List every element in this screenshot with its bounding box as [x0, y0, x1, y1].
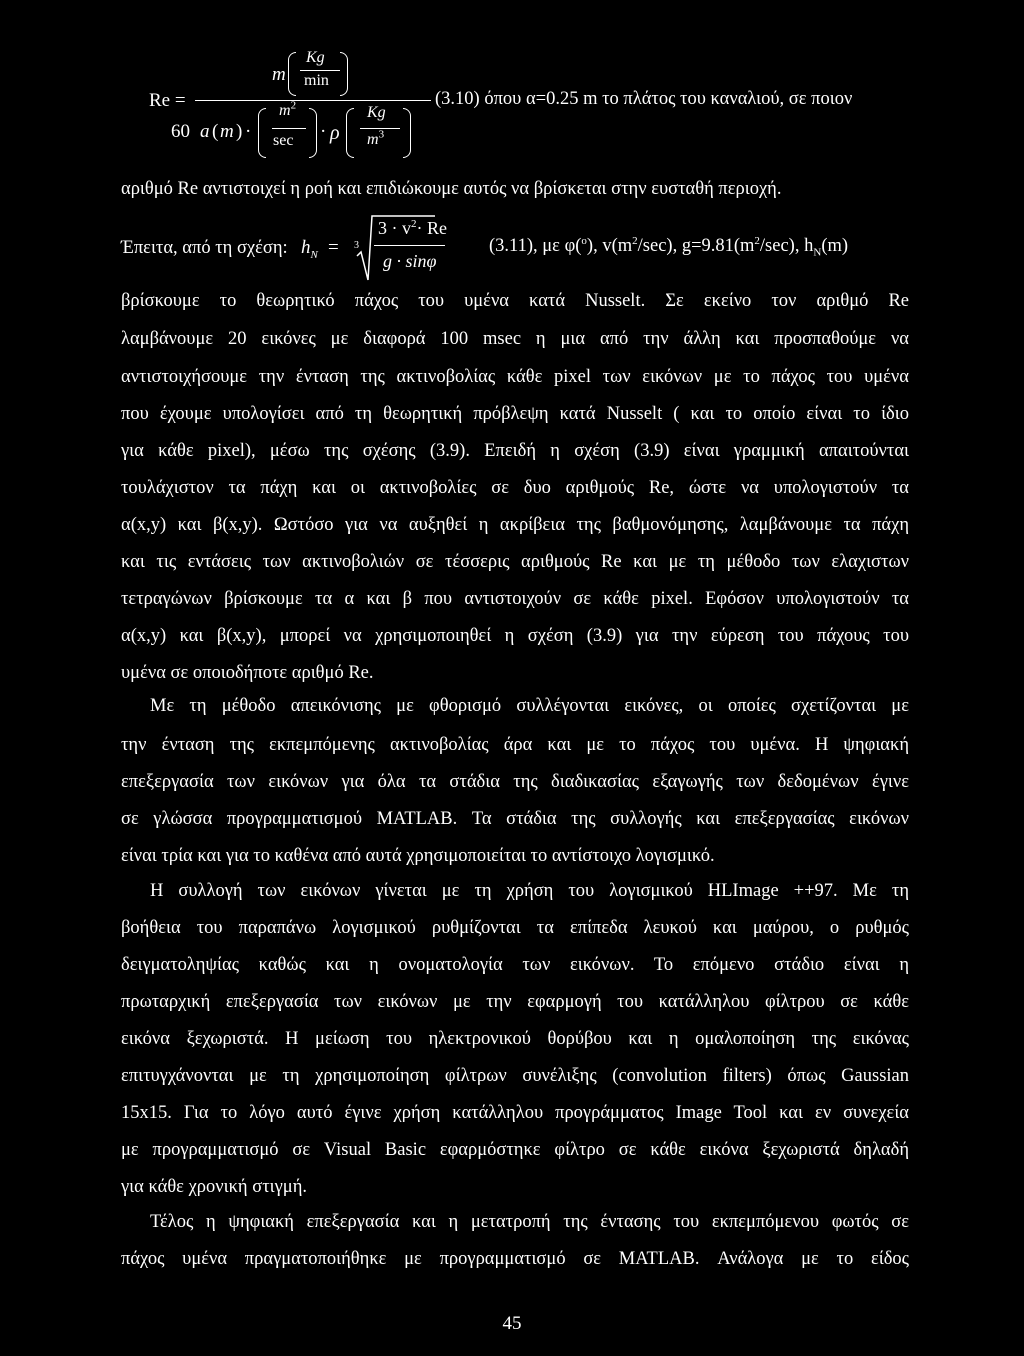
p4-line: Τέλος η ψηφιακή επεξεργασία και η μετατροπή της έντασης του εκπεμπόμενου φωτός σε — [150, 1212, 909, 1232]
eq1-den-dot-2: · — [320, 121, 327, 142]
eq1-den-unit2-bottom: $m^3$ — [367, 128, 385, 148]
text-line-after-eq1: αριθμό Re αντιστοιχεί η ροή και επιδιώκουμε αυτός να βρίσκεται στην ευσταθή περιοχή. — [121, 179, 782, 199]
eq1-num-unit-bottom: min — [304, 72, 329, 89]
p4-line: πάχος υμένα πραγματοποιήθηκε με προγραμματισμό σε MATLAB. Ανάλογα με το είδος — [121, 1249, 909, 1269]
eq1-num-unit-top: Kg — [306, 49, 325, 66]
p3-line: δειγματοληψίας καθώς και η ονοματολογία των εικόνων. Το επόμενο στάδιο είναι η — [121, 955, 909, 975]
eq1-num-paren-right — [340, 52, 348, 96]
eq1-num-unit-bar — [300, 70, 340, 71]
p1-line: και τις εντάσεις των ακτινοβολιών σε τέσσερις αριθμούς Re και με τη μέθοδο των ελαχιστων — [121, 552, 909, 572]
eq1-den-unit1-bottom: sec — [273, 132, 294, 149]
p3-line: 15x15. Για το λόγο αυτό έγινε χρήση κατάλληλου προγράμματος Image Tool και εν συνεχεία — [121, 1103, 909, 1123]
eq1-label: (3.10) όπου α=0.25 m το πλάτος του καναλιού, σε ποιον — [435, 89, 853, 109]
eq1-den-unit1-paren-left — [258, 108, 266, 158]
eq2-intro: Έπειτα, από τη σχέση: — [121, 238, 288, 258]
p3-line: εικόνα ξεχωριστά. Η μείωση του ηλεκτρονικού θορύβου και η ομαλοποίηση της εικόνας — [121, 1029, 909, 1049]
p1-line: για κάθε pixel), μέσω της σχέσης (3.9). Επειδή η σχέση (3.9) είναι γραμμική απαιτούνται — [121, 441, 909, 461]
eq2-root-index: 3 — [354, 240, 359, 251]
p1-line: τετραγώνων βρίσκουμε τα α και β που αντιστοιχούν σε κάθε pixel. Εφόσον υπολογιστούν τα — [121, 589, 909, 609]
eq1-den-unit2-paren-right — [403, 108, 411, 158]
p1-line: α(x,y) και β(x,y). Ωστόσο για να αυξηθεί η ακρίβεια της βαθμονόμησης, λαμβάνουμε τα πάχη — [121, 515, 909, 535]
p2-line: είναι τρία και για το καθένα από αυτά χρησιμοποιείται το αντίστοιχο λογισμικό. — [121, 846, 715, 866]
eq2-fraction-bar — [374, 245, 445, 246]
eq2-label: (3.11), με φ($^o$), $v(m^2/\sec)$, $g=9.81(m^2/\sec)$, $h_N(m)$ — [489, 234, 849, 259]
p2-line: την ένταση της εκπεμπόμενης ακτινοβολίας άρα και με το πάχος του υμένα. Η ψηφιακή — [121, 735, 909, 755]
p1-line: υμένα σε οποιοδήποτε αριθμό Re. — [121, 663, 374, 683]
eq1-den-rho: ρ — [330, 122, 340, 144]
eq1-num-m: m — [272, 64, 286, 85]
p1-line: αντιστοιχήσουμε την ένταση της ακτινοβολίας κάθε pixel των εικόνων με το πάχος του υμένα — [121, 367, 909, 387]
p3-line: βοήθεια του παραπάνω λογισμικού ρυθμίζονται τα επίπεδα λευκού και μαύρου, ο ρυθμός — [121, 918, 909, 938]
p3-line: Η συλλογή των εικόνων γίνεται με τη χρήση του λογισμικού HLImage ++97. Με τη — [150, 881, 909, 901]
p1-line: που έχουμε υπολογίσει από τη θεωρητική πρόβλεψη κατά Nusselt ( και το οποίο είναι το ίδιο — [121, 404, 909, 424]
eq1-num-paren-left — [288, 52, 296, 96]
eq2-denominator: g · sinφ — [383, 251, 437, 271]
eq1-den-dot: · — [245, 121, 252, 142]
eq1-den-paren-open: ( — [212, 121, 219, 142]
eq1-den-m: m — [220, 121, 234, 142]
p2-line: Με τη μέθοδο απεικόνισης με φθορισμό συλλέγονται εικόνες, οι οποίες σχετίζονται με — [150, 696, 909, 716]
eq1-den-60: 60 — [171, 121, 190, 142]
p1-line: α(x,y) και β(x,y), μπορεί να χρησιμοποιηθεί η σχέση (3.9) για την εύρεση του πάχους του — [121, 626, 909, 646]
p3-line: με προγραμματισμό σε Visual Basic εφαρμόστηκε φίλτρο σε κάθε εικόνα ξεχωριστά δηλαδή — [121, 1140, 909, 1160]
eq1-den-a: a — [200, 121, 210, 142]
p3-line: για κάθε χρονική στιγμή. — [121, 1177, 308, 1197]
p3-line: επιτυγχάνονται με τη χρησιμοποίηση φίλτρων συνέλιξης (convolution filters) όπως Gaussian — [121, 1066, 909, 1086]
eq1-den-paren-close: ) — [236, 121, 243, 142]
eq1-fraction-bar — [195, 100, 431, 101]
eq1-den-unit1-top: $m^2$ — [279, 99, 297, 119]
eq1-den-unit1-paren-right — [309, 108, 317, 158]
eq1-den-unit2-top: Kg — [367, 104, 386, 121]
eq1-den-unit2-paren-left — [346, 108, 354, 158]
p3-line: πρωταρχική επεξεργασία των εικόνων με την εφαρμογή του κατάλληλου φίλτρου σε κάθε — [121, 992, 909, 1012]
eq1-den-unit1-bar — [272, 128, 306, 129]
p2-line: σε γλώσσα προγραμματισμού MATLAB. Τα στάδια της συλλογής και επεξεργασίας εικόνων — [121, 809, 909, 829]
eq2-h: $h_N$ — [301, 237, 318, 261]
p1-line: λαμβάνουμε 20 εικόνες με διαφορά 100 msec η μια από την άλλη και προσπαθούμε να — [121, 329, 909, 349]
p1-line: βρίσκουμε το θεωρητικό πάχος του υμένα κατά Nusselt. Σε εκείνο τον αριθμό Re — [121, 291, 909, 311]
page-number: 45 — [502, 1313, 522, 1334]
p1-line: τουλάχιστον τα πάχη και οι ακτινοβολίες σε δυο αριθμούς Re, ώστε να υπολογιστούν τα — [121, 478, 909, 498]
p2-line: επεξεργασία των εικόνων για όλα τα στάδια της διαδικασίας εξαγωγής των δεδομένων έγινε — [121, 772, 909, 792]
eq1-lhs: Re = — [149, 90, 186, 111]
eq2-numerator: $3 \cdot v^2\cdot Re$ — [378, 218, 447, 238]
eq2-equals: = — [328, 237, 339, 258]
